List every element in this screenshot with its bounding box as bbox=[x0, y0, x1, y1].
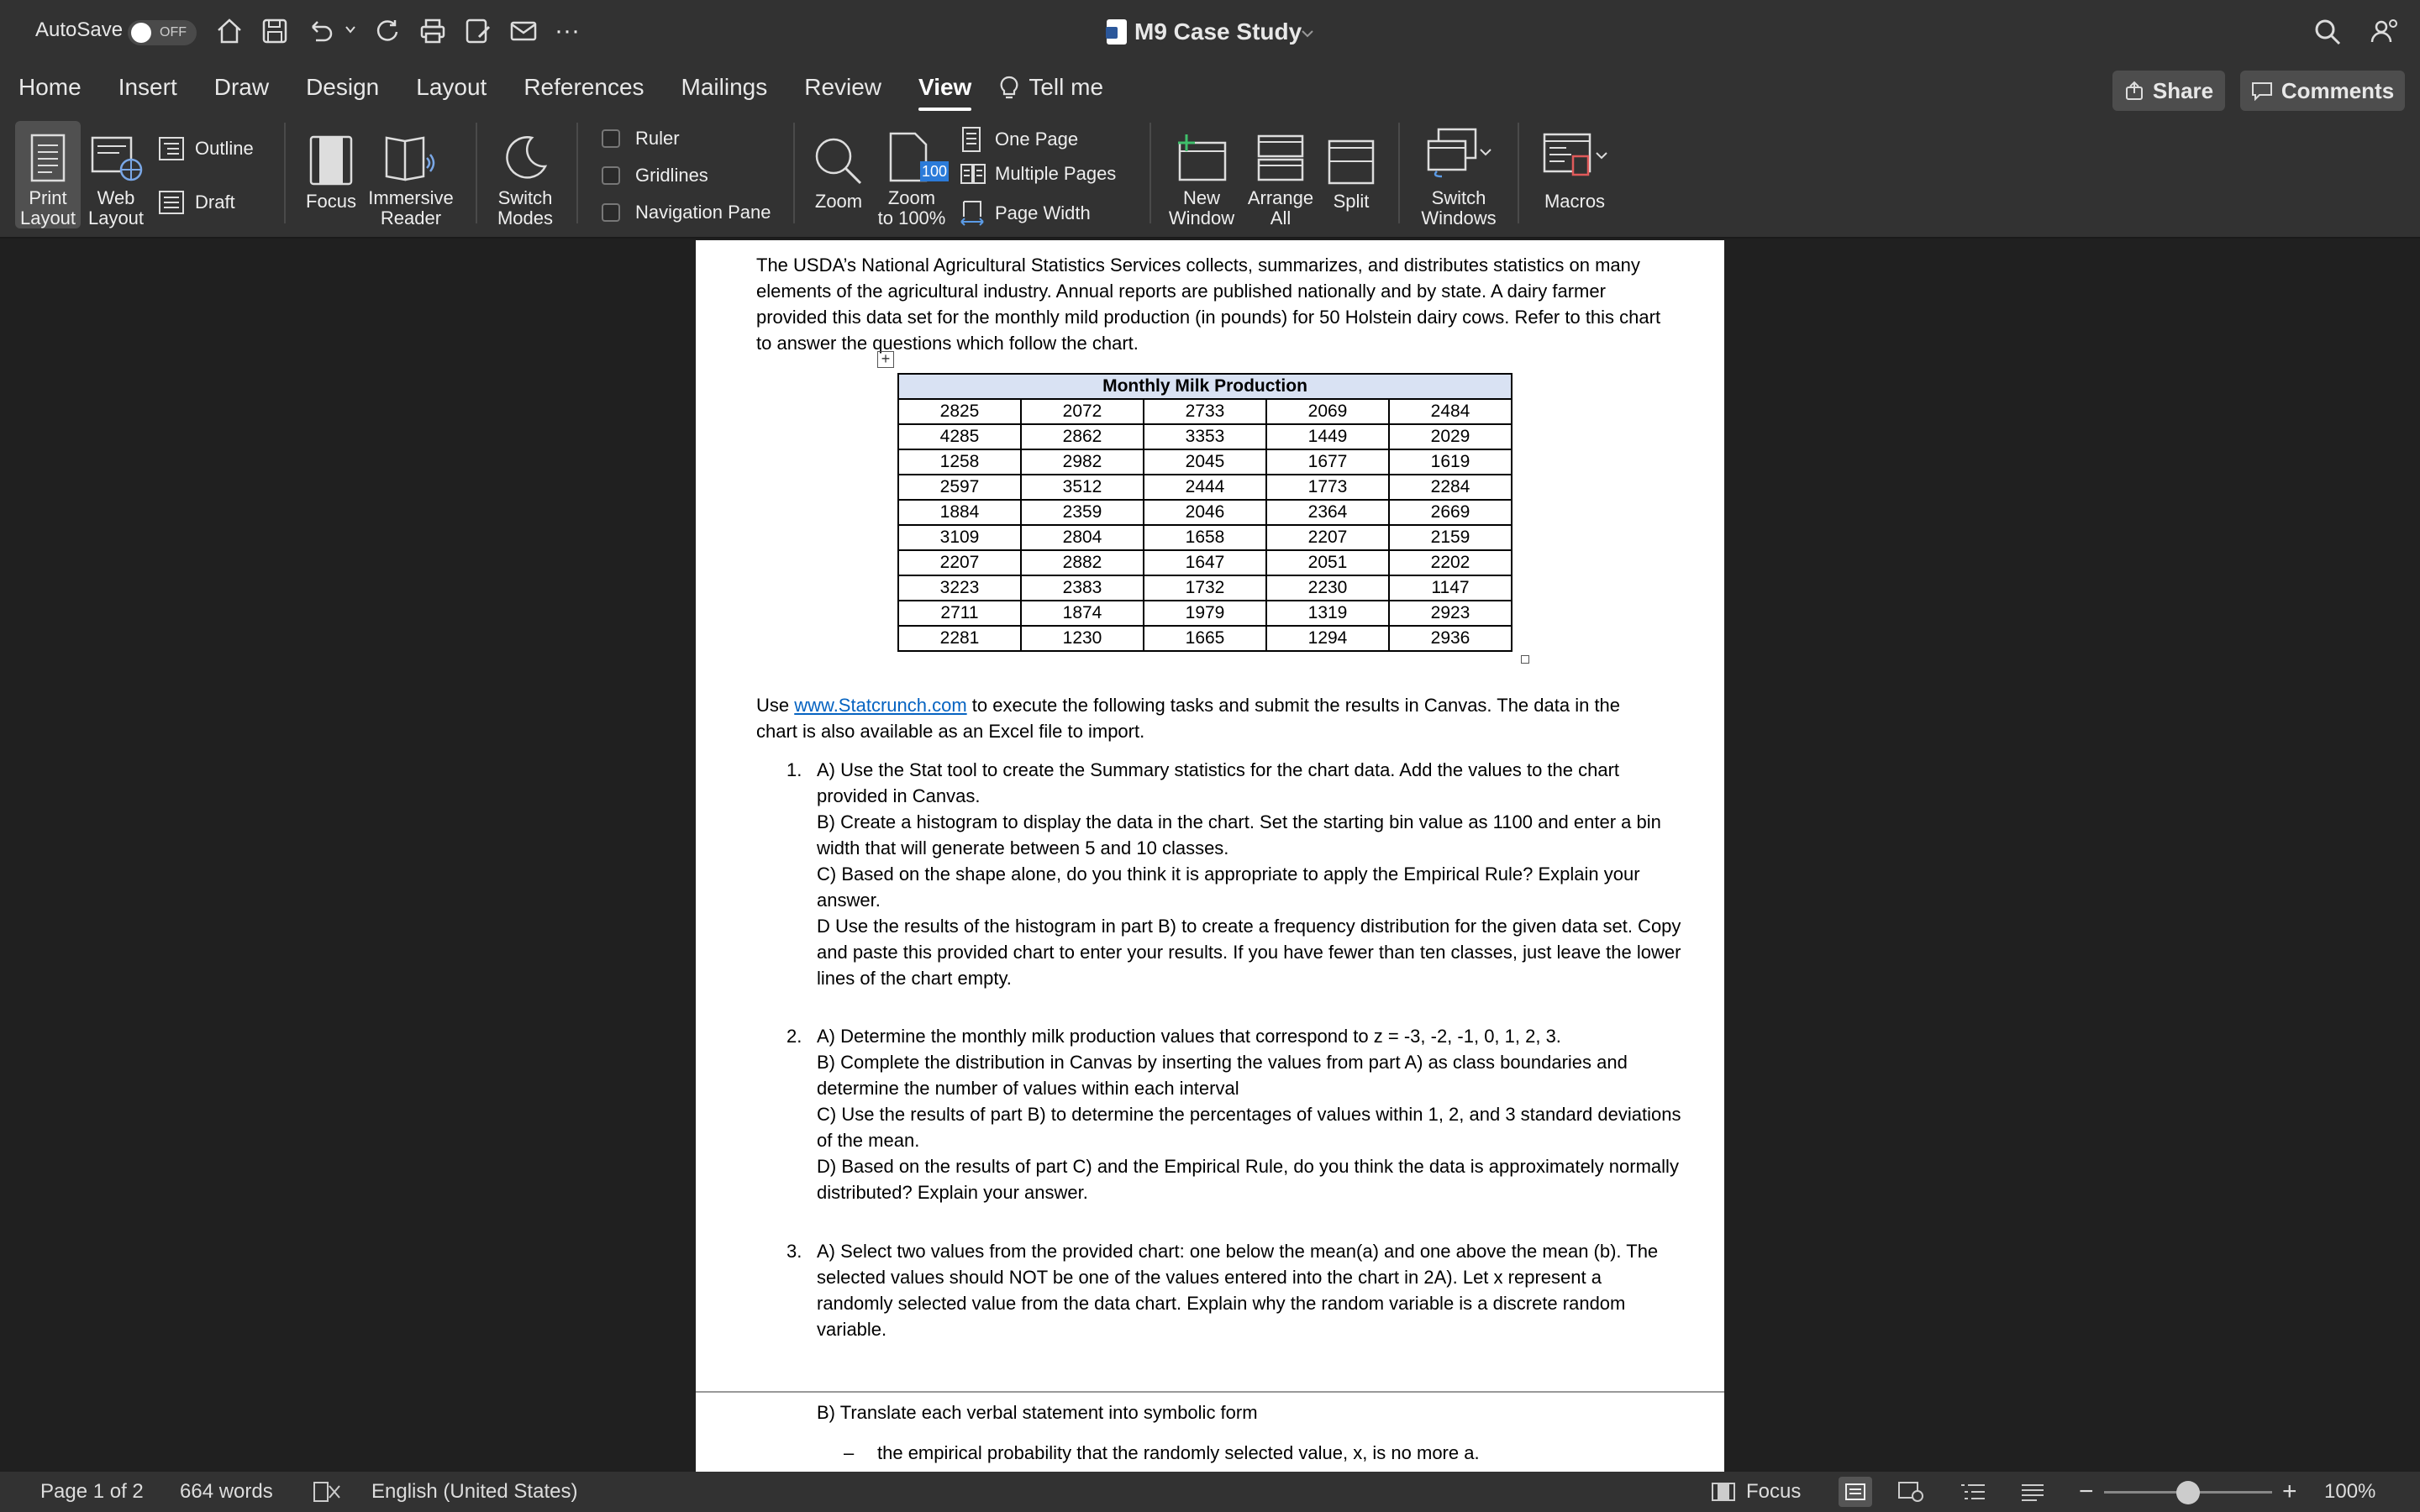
multiple-pages-button[interactable] bbox=[960, 163, 1116, 185]
switch-windows-icon bbox=[1425, 126, 1492, 183]
table-cell: 2383 bbox=[1021, 575, 1144, 601]
table-cell: 1230 bbox=[1021, 626, 1144, 651]
table-row bbox=[898, 601, 1512, 626]
arrange-all-label: Arrange All bbox=[1247, 187, 1314, 228]
immersive-reader-button[interactable] bbox=[366, 121, 455, 228]
question-3 bbox=[817, 1238, 1682, 1342]
zoom-slider-thumb[interactable] bbox=[2176, 1481, 2200, 1504]
milk-production-table bbox=[897, 373, 1512, 652]
one-page-icon bbox=[960, 126, 983, 153]
comments-button[interactable] bbox=[2240, 71, 2405, 111]
focus-button[interactable] bbox=[299, 121, 363, 212]
switch-modes-label: Switch Modes bbox=[497, 187, 554, 228]
split-label: Split bbox=[1333, 191, 1370, 212]
table-cell: 2804 bbox=[1021, 525, 1144, 550]
language[interactable]: English (United States) bbox=[371, 1480, 578, 1503]
switch-windows-button[interactable] bbox=[1412, 121, 1506, 228]
comments-label: Comments bbox=[2281, 77, 2395, 103]
macros-label: Macros bbox=[1544, 191, 1606, 212]
table-row bbox=[898, 500, 1512, 525]
switch-windows-label: Switch Windows bbox=[1421, 187, 1497, 228]
table-cell: 2207 bbox=[898, 550, 1021, 575]
immersive-reader-icon bbox=[383, 133, 439, 183]
q2-part-a: A) Determine the monthly milk production values that correspond to z = -3, -2, -1, 0, 1, 2, 3. bbox=[817, 1026, 1561, 1047]
split-button[interactable] bbox=[1321, 121, 1381, 212]
new-window-label: New Window bbox=[1168, 187, 1235, 228]
table-row bbox=[898, 449, 1512, 475]
tab-review[interactable]: Review bbox=[804, 74, 882, 100]
table-cell: 2051 bbox=[1266, 550, 1389, 575]
moon-icon bbox=[500, 133, 550, 183]
table-cell: 1658 bbox=[1144, 525, 1266, 550]
outline-view-icon[interactable] bbox=[1960, 1472, 1986, 1512]
table-cell: 2159 bbox=[1389, 525, 1512, 550]
tab-view[interactable]: View bbox=[918, 67, 971, 108]
table-row bbox=[898, 475, 1512, 500]
table-cell: 1294 bbox=[1266, 626, 1389, 651]
table-cell: 1874 bbox=[1021, 601, 1144, 626]
page-width-label: Page Width bbox=[995, 202, 1091, 223]
tab-insert[interactable]: Insert bbox=[118, 74, 177, 100]
zoom-level[interactable]: 100% bbox=[2324, 1480, 2376, 1503]
table-row bbox=[898, 525, 1512, 550]
ruler-label: Ruler bbox=[635, 128, 680, 149]
table-cell: 1319 bbox=[1266, 601, 1389, 626]
table-cell: 1619 bbox=[1389, 449, 1512, 475]
share-label: Share bbox=[2152, 77, 2214, 103]
home-icon[interactable] bbox=[215, 17, 244, 45]
tab-mailings[interactable]: Mailings bbox=[681, 74, 768, 100]
table-cell: 2046 bbox=[1144, 500, 1266, 525]
q1-part-b: B) Create a histogram to display the data in the chart. Set the starting bin value as 1100 and enter a bin width that will generate between 5 and 10 classes. bbox=[817, 811, 1661, 858]
table-cell: 2069 bbox=[1266, 399, 1389, 424]
multiple-pages-icon bbox=[960, 163, 986, 185]
table-row bbox=[898, 424, 1512, 449]
draft-label: Draft bbox=[195, 192, 235, 213]
ribbon-separator bbox=[476, 123, 477, 223]
ribbon-separator bbox=[576, 123, 578, 223]
table-cell: 2484 bbox=[1389, 399, 1512, 424]
table-cell: 4285 bbox=[898, 424, 1021, 449]
table-cell: 2359 bbox=[1021, 500, 1144, 525]
zoom-label: Zoom bbox=[814, 191, 863, 212]
intro-paragraph: The USDA’s National Agricultural Statistics Services collects, summarizes, and distributes statistics on many elements of the agricultural industry. Annual reports are published nationally and by state. A dairy farmer provided this data set for the monthly mild production (in pounds) for 50 Holstein dairy cows. Refer to this chart to answer the questions which follow the chart. bbox=[756, 255, 1661, 354]
gridlines-checkbox-box[interactable] bbox=[602, 166, 620, 185]
table-cell: 2045 bbox=[1144, 449, 1266, 475]
tab-home[interactable]: Home bbox=[18, 74, 82, 100]
table-cell: 2444 bbox=[1144, 475, 1266, 500]
q3-b-item: the empirical probability that the randomly selected value, x, is no more a. bbox=[877, 1442, 1480, 1463]
table-cell: 2711 bbox=[898, 601, 1021, 626]
draft-view-icon[interactable] bbox=[2020, 1472, 2045, 1512]
status-bar bbox=[0, 1472, 2420, 1512]
zoom-slider[interactable] bbox=[2104, 1491, 2272, 1494]
page-width-icon bbox=[960, 200, 985, 227]
new-window-icon bbox=[1175, 133, 1228, 183]
question-1-number: 1. bbox=[786, 759, 802, 780]
tab-draw[interactable]: Draw bbox=[213, 74, 270, 100]
table-cell: 1258 bbox=[898, 449, 1021, 475]
table-cell: 2202 bbox=[1389, 550, 1512, 575]
comment-icon bbox=[2251, 81, 2273, 101]
table-cell: 2284 bbox=[1389, 475, 1512, 500]
tell-me-label: Tell me bbox=[1028, 74, 1104, 100]
focus-status-icon bbox=[1711, 1482, 1736, 1502]
zoom-button[interactable] bbox=[807, 121, 871, 212]
table-cell: 2882 bbox=[1021, 550, 1144, 575]
ribbon-separator bbox=[1518, 123, 1519, 223]
one-page-button[interactable] bbox=[960, 126, 1078, 153]
table-cell: 1773 bbox=[1266, 475, 1389, 500]
q1-part-a: A) Use the Stat tool to create the Summary statistics for the chart data. Add the values to the chart provided in Canvas. bbox=[817, 759, 1620, 806]
table-cell: 2281 bbox=[898, 626, 1021, 651]
title-bar bbox=[0, 0, 2420, 66]
table-cell: 2862 bbox=[1021, 424, 1144, 449]
zoom-100-button[interactable] bbox=[874, 121, 950, 228]
table-cell: 2207 bbox=[1266, 525, 1389, 550]
print-layout-label: Print Layout bbox=[19, 187, 76, 228]
zoom-out-icon[interactable]: − bbox=[2079, 1478, 2094, 1505]
navigation-pane-checkbox-box[interactable] bbox=[602, 203, 620, 222]
table-cell: 3353 bbox=[1144, 424, 1266, 449]
zoom-100-label: Zoom to 100% bbox=[877, 187, 946, 228]
focus-icon bbox=[308, 134, 354, 186]
navigation-pane-label: Navigation Pane bbox=[635, 202, 771, 223]
table-cell: 1665 bbox=[1144, 626, 1266, 651]
one-page-label: One Page bbox=[995, 129, 1079, 150]
split-icon bbox=[1326, 136, 1376, 186]
save-as-icon[interactable] bbox=[464, 17, 492, 45]
table-cell: 1677 bbox=[1266, 449, 1389, 475]
q3-part-a: A) Select two values from the provided chart: one below the mean(a) and one above the mean (b). The selected values should NOT be one of the values entered into the chart in 2A). Let x represent a randomly selected value from the data chart. Explain why the random variable is a discrete random variable. bbox=[817, 1241, 1659, 1340]
table-cell: 2072 bbox=[1021, 399, 1144, 424]
zoom-100-badge: 100 bbox=[921, 163, 948, 180]
q1-part-c: C) Based on the shape alone, do you think it is appropriate to apply the Empirical Rule? Explain your answer. bbox=[817, 864, 1640, 911]
gridlines-label: Gridlines bbox=[635, 165, 708, 186]
autosave-toggle[interactable] bbox=[128, 20, 197, 45]
redo-icon[interactable] bbox=[373, 17, 402, 45]
web-layout-button[interactable] bbox=[84, 121, 148, 228]
new-window-button[interactable] bbox=[1163, 121, 1240, 228]
table-title: Monthly Milk Production bbox=[898, 374, 1512, 399]
print-icon[interactable] bbox=[418, 17, 447, 45]
ruler-checkbox-box[interactable] bbox=[602, 129, 620, 148]
table-cell: 2597 bbox=[898, 475, 1021, 500]
q2-part-b: B) Complete the distribution in Canvas by inserting the values from part A) as class boundaries and determine the number of values within each interval bbox=[817, 1052, 1628, 1099]
question-2 bbox=[817, 1023, 1682, 1205]
share-button[interactable] bbox=[2112, 71, 2225, 111]
table-row bbox=[898, 575, 1512, 601]
account-icon[interactable] bbox=[2370, 17, 2400, 47]
question-2-number: 2. bbox=[786, 1026, 802, 1047]
table-cell: 3109 bbox=[898, 525, 1021, 550]
table-cell: 2364 bbox=[1266, 500, 1389, 525]
table-move-handle[interactable]: + bbox=[877, 351, 894, 368]
focus-label: Focus bbox=[306, 191, 356, 212]
ribbon-tabs bbox=[0, 67, 1122, 108]
table-cell: 2923 bbox=[1389, 601, 1512, 626]
table-cell: 1732 bbox=[1144, 575, 1266, 601]
table-cell: 2825 bbox=[898, 399, 1021, 424]
use-suffix: to execute the following tasks and submit the results in Canvas. The data in the chart is also available as an Excel file to import. bbox=[756, 695, 1621, 742]
arrange-all-button[interactable] bbox=[1240, 121, 1321, 228]
print-layout-icon bbox=[27, 133, 69, 183]
magnifier-icon bbox=[812, 134, 865, 186]
table-cell: 2029 bbox=[1389, 424, 1512, 449]
outline-button[interactable] bbox=[158, 136, 254, 161]
print-layout-button[interactable] bbox=[15, 121, 81, 228]
table-cell: 2669 bbox=[1389, 500, 1512, 525]
q1-part-d: D Use the results of the histogram in part B) to create a frequency distribution for the given data set. Copy and paste this provided chart to enter your results. If you have fewer than ten classes, just leave the lower lines of the chart empty. bbox=[817, 916, 1681, 989]
more-icon[interactable]: ··· bbox=[555, 17, 580, 45]
table-cell: 1147 bbox=[1389, 575, 1512, 601]
ruler-checkbox[interactable] bbox=[602, 128, 680, 150]
tab-references[interactable]: References bbox=[523, 74, 644, 100]
focus-status-label: Focus bbox=[1746, 1480, 1802, 1503]
navigation-pane-checkbox[interactable] bbox=[602, 202, 771, 223]
page-width-button[interactable] bbox=[960, 200, 1091, 227]
table-cell: 2733 bbox=[1144, 399, 1266, 424]
switch-modes-button[interactable] bbox=[491, 121, 560, 228]
zoom-100-icon bbox=[888, 131, 948, 183]
document-title[interactable]: M9 Case Study bbox=[1134, 18, 1302, 45]
lightbulb-icon bbox=[998, 75, 1020, 100]
document-page-2[interactable] bbox=[696, 1391, 1724, 1475]
mail-icon[interactable] bbox=[509, 17, 538, 45]
gridlines-checkbox[interactable] bbox=[602, 165, 708, 186]
arrange-all-icon bbox=[1255, 133, 1306, 183]
page-count[interactable]: Page 1 of 2 bbox=[40, 1480, 144, 1503]
word-count[interactable]: 664 words bbox=[180, 1480, 273, 1503]
table-cell: 1884 bbox=[898, 500, 1021, 525]
table-cell: 1449 bbox=[1266, 424, 1389, 449]
table-row bbox=[898, 626, 1512, 651]
draft-icon bbox=[158, 190, 185, 215]
ribbon-separator bbox=[1398, 123, 1400, 223]
title-chevron-icon[interactable] bbox=[1301, 29, 1314, 39]
statcrunch-paragraph bbox=[756, 692, 1664, 744]
q2-part-d: D) Based on the results of part C) and the Empirical Rule, do you think the data is approximately normally distributed? Explain your answer. bbox=[817, 1156, 1679, 1203]
table-resize-handle[interactable] bbox=[1521, 655, 1529, 664]
macros-icon bbox=[1541, 129, 1608, 186]
draft-button[interactable] bbox=[158, 190, 235, 215]
web-layout-icon bbox=[89, 133, 143, 183]
outline-icon bbox=[158, 136, 185, 161]
statcrunch-link[interactable]: www.Statcrunch.com bbox=[794, 695, 967, 716]
outline-label: Outline bbox=[195, 138, 254, 159]
web-layout-label: Web Layout bbox=[87, 187, 145, 228]
immersive-reader-label: Immersive Reader bbox=[368, 187, 454, 228]
question-1 bbox=[817, 757, 1682, 991]
undo-dropdown-icon[interactable] bbox=[345, 24, 356, 35]
ribbon-separator bbox=[284, 123, 286, 223]
undo-icon[interactable] bbox=[306, 17, 334, 45]
print-layout-view-icon[interactable] bbox=[1839, 1477, 1872, 1507]
use-prefix: Use bbox=[756, 695, 795, 716]
q2-part-c: C) Use the results of part B) to determine the percentages of values within 1, 2, and 3 standard deviations of the mean. bbox=[817, 1104, 1681, 1151]
share-icon bbox=[2124, 81, 2144, 101]
document-page[interactable] bbox=[696, 240, 1724, 1391]
tab-tell-me[interactable] bbox=[998, 67, 1103, 108]
web-layout-view-icon[interactable] bbox=[1897, 1472, 1924, 1512]
autosave-state: OFF bbox=[160, 25, 187, 39]
table-cell: 3512 bbox=[1021, 475, 1144, 500]
tab-layout[interactable]: Layout bbox=[416, 74, 487, 100]
tab-design[interactable]: Design bbox=[306, 74, 380, 100]
table-cell: 1647 bbox=[1144, 550, 1266, 575]
table-cell: 3223 bbox=[898, 575, 1021, 601]
table-cell: 1979 bbox=[1144, 601, 1266, 626]
ribbon-separator bbox=[793, 123, 795, 223]
proofing-icon[interactable] bbox=[313, 1472, 341, 1512]
multiple-pages-label: Multiple Pages bbox=[995, 163, 1117, 184]
q3-b-dash: – bbox=[844, 1442, 855, 1463]
focus-status-button[interactable] bbox=[1711, 1472, 1801, 1512]
table-cell: 2936 bbox=[1389, 626, 1512, 651]
search-icon[interactable] bbox=[2312, 17, 2343, 47]
table-row bbox=[898, 550, 1512, 575]
question-3-number: 3. bbox=[786, 1241, 802, 1262]
q3-part-b: B) Translate each verbal statement into symbolic form bbox=[817, 1402, 1258, 1423]
macros-button[interactable] bbox=[1533, 121, 1617, 212]
autosave-label: AutoSave bbox=[35, 18, 124, 41]
table-row bbox=[898, 399, 1512, 424]
zoom-in-icon[interactable]: + bbox=[2282, 1478, 2297, 1505]
save-icon[interactable] bbox=[260, 17, 289, 45]
word-doc-icon bbox=[1106, 18, 1128, 45]
table-cell: 2230 bbox=[1266, 575, 1389, 601]
ribbon-separator bbox=[1150, 123, 1151, 223]
table-cell: 2982 bbox=[1021, 449, 1144, 475]
